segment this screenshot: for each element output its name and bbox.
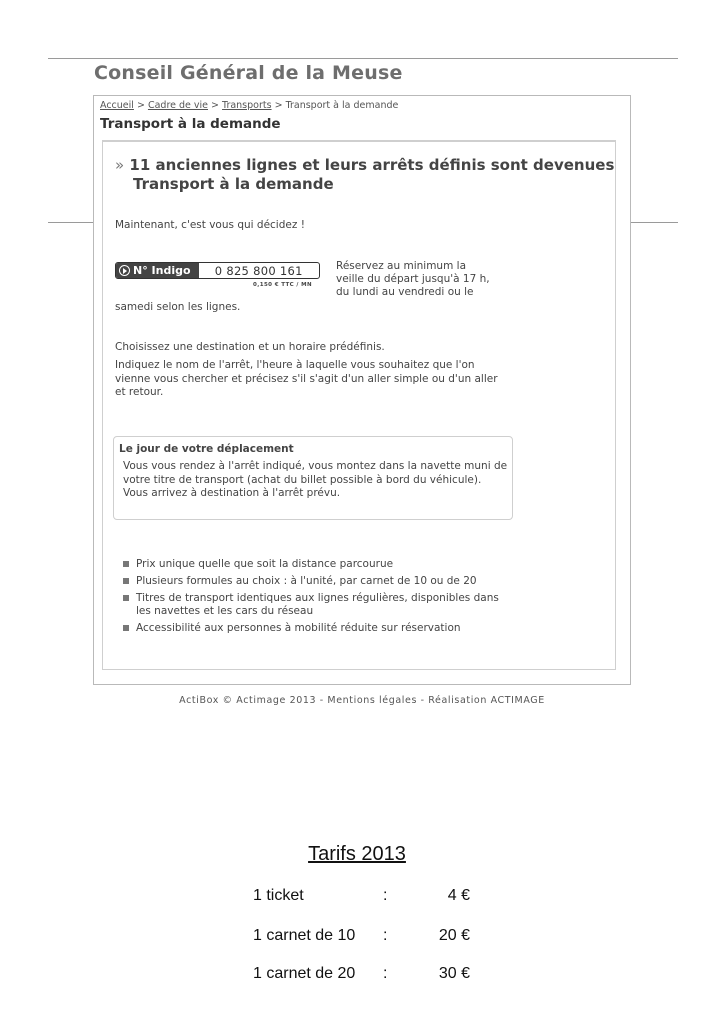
tarif-label: 1 carnet de 20 (253, 965, 356, 982)
tarif-price: 20 € (438, 927, 470, 944)
breadcrumb-link-transports[interactable]: Transports (222, 100, 272, 111)
tarif-label: 1 ticket (253, 887, 304, 904)
headline-line2: Transport à la demande (133, 175, 334, 193)
content-frame (93, 95, 631, 685)
list-item: Accessibilité aux personnes à mobilité réduite sur réservation (123, 622, 503, 635)
breadcrumb-current: Transport à la demande (285, 100, 399, 111)
page-footer: ActiBox © Actimage 2013 - Mentions légales - Réalisation ACTIMAGE (179, 695, 545, 706)
bullet-square-icon (123, 625, 129, 631)
reserve-line-2: veille du départ jusqu'à 17 h, (336, 273, 490, 285)
tarif-label: 1 carnet de 10 (253, 927, 356, 944)
list-item: Titres de transport identiques aux lignes régulières, disponibles dans les navettes et les cars du réseau (123, 592, 503, 617)
indigo-phone-number: 0 825 800 161 (214, 263, 303, 278)
tarif-row (0, 927, 724, 949)
tarif-separator: : (383, 965, 388, 982)
breadcrumb: Accueil > Cadre de vie > Transports > Transport à la demande (100, 100, 399, 111)
breadcrumb-link-accueil[interactable]: Accueil (100, 100, 134, 111)
features-list (123, 558, 503, 639)
list-item: Plusieurs formules au choix : à l'unité, par carnet de 10 ou de 20 (123, 575, 503, 588)
indigo-brand: N° Indigo (133, 264, 191, 277)
right-mid-rule (631, 222, 678, 223)
bullet-square-icon (123, 561, 129, 567)
headline-marker: » (115, 156, 125, 174)
page-title: Transport à la demande (100, 116, 281, 132)
travel-day-title: Le jour de votre déplacement (119, 443, 294, 455)
tarif-separator: : (383, 927, 388, 944)
bullet-square-icon (123, 578, 129, 584)
play-arrow-icon (119, 265, 130, 276)
breadcrumb-link-cadre-de-vie[interactable]: Cadre de vie (147, 100, 209, 111)
tarif-row (0, 965, 724, 987)
intro-text: Maintenant, c'est vous qui décidez ! (115, 219, 305, 231)
reserve-line-4: samedi selon les lignes. (115, 301, 241, 313)
indigo-price: 0,150 € TTC / MN (253, 282, 313, 288)
tarif-price: 4 € (447, 887, 470, 904)
headline-line1: 11 anciennes lignes et leurs arrêts définis sont devenues (129, 156, 615, 174)
indicate-text: Indiquez le nom de l'arrêt, l'heure à laquelle vous souhaitez que l'on vienne vous chercher et précisez s'il s'agit d'un aller simple ou d'un aller et retour. (115, 359, 498, 398)
top-rule (48, 58, 678, 59)
left-mid-rule (48, 222, 93, 223)
tarif-row (0, 887, 724, 909)
choose-text: Choisissez une destination et un horaire prédéfinis. (115, 341, 385, 353)
travel-day-box (113, 436, 513, 520)
tarif-price: 30 € (438, 965, 470, 982)
tarifs-title: Tarifs 2013 (308, 843, 406, 865)
site-title: Conseil Général de la Meuse (94, 62, 403, 84)
article-headline (115, 156, 615, 194)
tarif-separator: : (383, 887, 388, 904)
reserve-line-1: Réservez au minimum la (336, 260, 466, 272)
indigo-number-badge (115, 262, 320, 279)
article-panel (102, 140, 616, 670)
travel-day-text: Vous vous rendez à l'arrêt indiqué, vous montez dans la navette muni de votre titre de transport (achat du billet possible à bord du véhicule). Vous arrivez à destination à l'arrêt prévu. (123, 460, 508, 499)
bullet-square-icon (123, 595, 129, 601)
reserve-line-3: du lundi au vendredi ou le (336, 286, 474, 298)
list-item: Prix unique quelle que soit la distance parcourue (123, 558, 503, 571)
